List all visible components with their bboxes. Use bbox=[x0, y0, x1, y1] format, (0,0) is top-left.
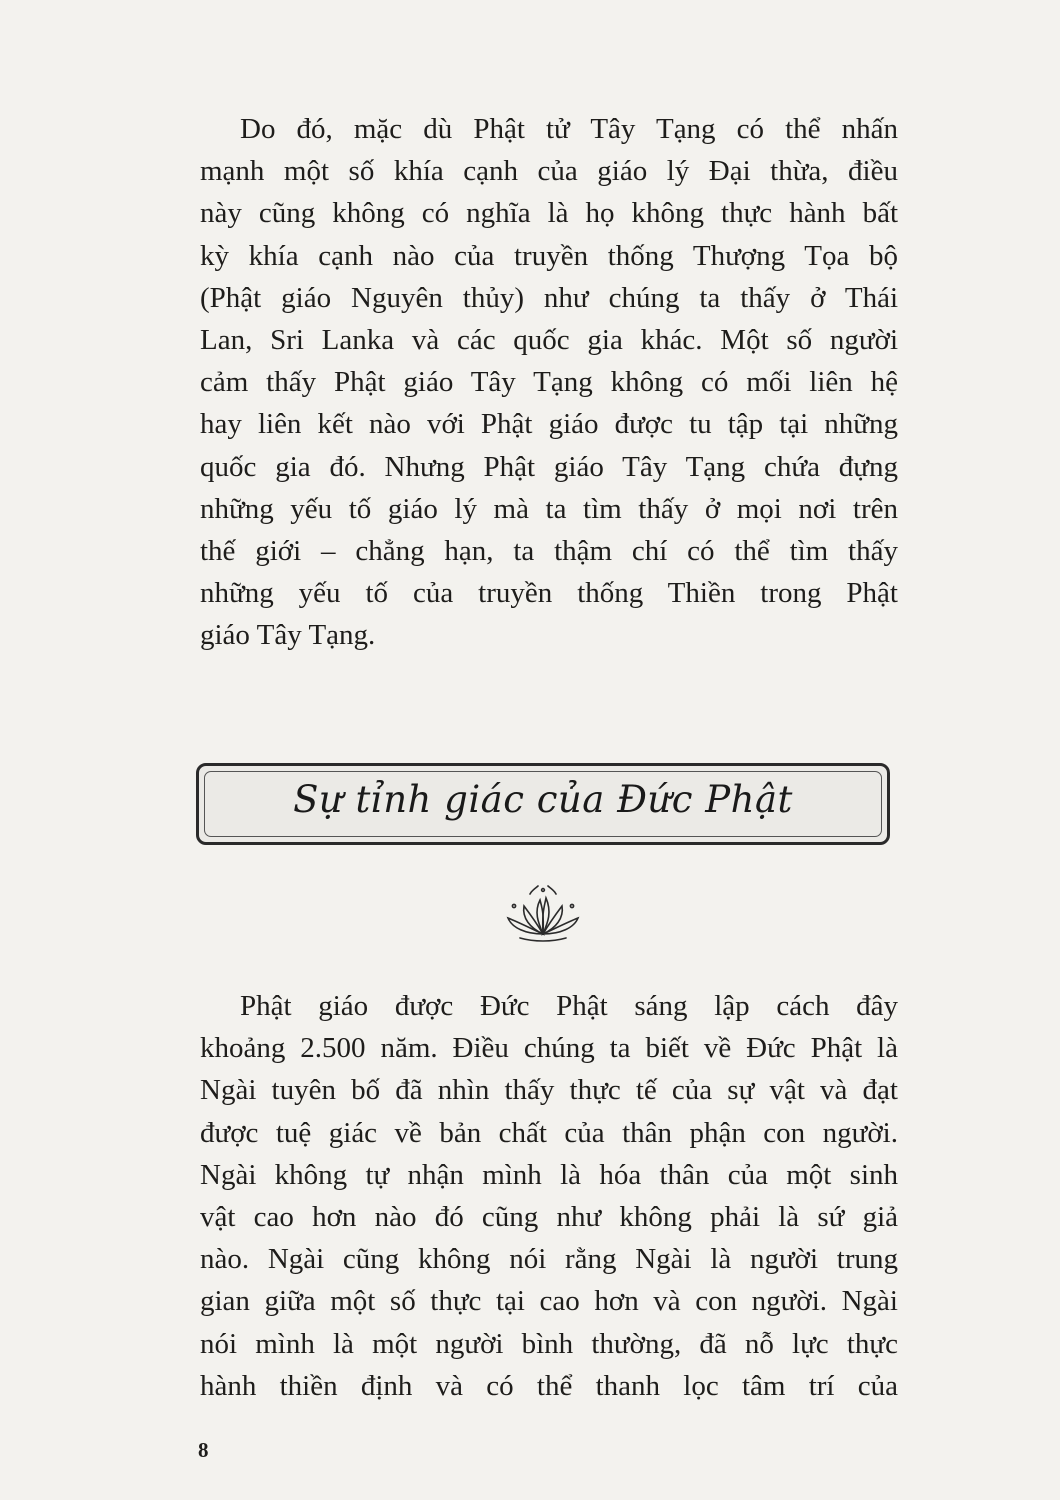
paragraph-line: nói mình là một người bình thường, đã nỗ lực thực bbox=[200, 1327, 898, 1360]
paragraph-line: gian giữa một số thực tại cao hơn và con người. Ngài bbox=[200, 1285, 898, 1318]
paragraph-line: nào. Ngài cũng không nói rằng Ngài là người trung bbox=[200, 1243, 898, 1276]
paragraph-line: vật cao hơn nào đó cũng như không phải là sứ giả bbox=[200, 1200, 898, 1233]
paragraph-line: Ngài không tự nhận mình là hóa thân của một sinh bbox=[200, 1158, 898, 1191]
paragraph-line: được tuệ giác về bản chất của thân phận con người. bbox=[200, 1116, 898, 1149]
paragraph-line: những yếu tố của truyền thống Thiền trong Phật bbox=[200, 577, 898, 610]
page-number: 8 bbox=[198, 1438, 209, 1462]
paragraph-line: (Phật giáo Nguyên thủy) như chúng ta thấy ở Thái bbox=[200, 281, 898, 314]
paragraph-line: kỳ khía cạnh nào của truyền thống Thượng Tọa bộ bbox=[200, 239, 898, 272]
paragraph-line: những yếu tố giáo lý mà ta tìm thấy ở mọi nơi trên bbox=[200, 492, 898, 525]
paragraph-2 bbox=[200, 985, 898, 1407]
paragraph-1 bbox=[200, 108, 898, 656]
paragraph-line: này cũng không có nghĩa là họ không thực hành bất bbox=[200, 197, 898, 230]
paragraph-line: Do đó, mặc dù Phật tử Tây Tạng có thể nhấn bbox=[240, 113, 898, 145]
paragraph-line: giáo Tây Tạng. bbox=[200, 619, 376, 652]
section-heading-box bbox=[196, 763, 890, 845]
paragraph-line: Ngài tuyên bố đã nhìn thấy thực tế của sự vật và đạt bbox=[200, 1074, 898, 1107]
paragraph-line: hành thiền định và có thể thanh lọc tâm trí của bbox=[200, 1369, 898, 1402]
lotus-ornament-icon bbox=[500, 882, 586, 944]
paragraph-line: thế giới – chẳng hạn, ta thậm chí có thể tìm thấy bbox=[200, 534, 898, 567]
paragraph-line: hay liên kết nào với Phật giáo được tu tập tại những bbox=[200, 408, 898, 441]
paragraph-line: cảm thấy Phật giáo Tây Tạng không có mối liên hệ bbox=[200, 366, 898, 399]
paragraph-line: quốc gia đó. Nhưng Phật giáo Tây Tạng chứa đựng bbox=[200, 450, 898, 483]
paragraph-line: khoảng 2.500 năm. Điều chúng ta biết về Đức Phật là bbox=[200, 1032, 898, 1065]
section-heading: Sự tỉnh giác của Đức Phật bbox=[293, 778, 793, 821]
paragraph-line: mạnh một số khía cạnh của giáo lý Đại thừa, điều bbox=[200, 155, 898, 188]
paragraph-line: Lan, Sri Lanka và các quốc gia khác. Một số người bbox=[200, 323, 898, 356]
paragraph-line: Phật giáo được Đức Phật sáng lập cách đây bbox=[240, 990, 898, 1022]
